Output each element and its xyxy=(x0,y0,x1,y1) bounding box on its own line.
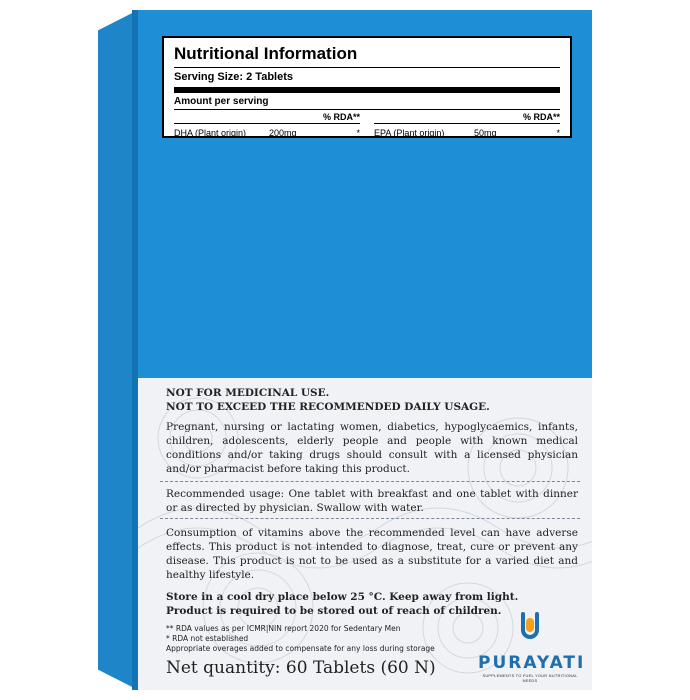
brand-logo xyxy=(478,610,586,688)
nutrition-facts-panel xyxy=(162,36,572,138)
nutrient-amount: 50mg xyxy=(473,128,497,138)
footnote-rda-source: ** RDA values as per ICMR|NIN report 2020 for Sedentary Men xyxy=(166,624,401,633)
caution-text: Pregnant, nursing or lactating women, diabetics, hypoglycaemics, infants, children, adolescents, elderly people and people with known medical conditions and/or taking drugs should consult with a licensed physician and/or pharmacist before taking this product. xyxy=(166,421,578,475)
brand-tagline: SUPPLEMENTS TO FUEL YOUR NUTRITIONAL NEEDS xyxy=(482,673,578,683)
nutrient-name: EPA (Plant origin) xyxy=(374,128,445,138)
nutrient-column-left xyxy=(174,112,360,138)
nutrition-thin-rule xyxy=(174,109,560,110)
nutrient-row-epa xyxy=(374,128,560,138)
section-divider xyxy=(160,481,580,482)
disclaimer-text: Consumption of vitamins above the recommended level can have adverse effects. This product is not intended to diagnose, treat, cure or prevent any disease. This product is not to be used as a substitute for a varied diet and healthy lifestyle. xyxy=(166,527,578,581)
warning-daily-usage: NOT TO EXCEED THE RECOMMENDED DAILY USAGE. xyxy=(166,401,490,413)
section-divider xyxy=(160,518,580,519)
brand-name: PURAYATI xyxy=(478,653,586,673)
nutrition-thick-rule xyxy=(174,87,560,93)
nutrient-name: DHA (Plant origin) xyxy=(174,128,247,138)
nutrient-amount: 200mg xyxy=(268,128,297,138)
serving-size: Serving Size: 2 Tablets xyxy=(174,67,560,83)
nutrition-title: Nutritional Information xyxy=(174,44,358,63)
warning-not-medicinal: NOT FOR MEDICINAL USE. xyxy=(166,387,330,399)
net-quantity: Net quantity: 60 Tablets (60 N) xyxy=(166,658,436,678)
footnote-overages: Appropriate overages added to compensate for any loss during storage xyxy=(166,644,435,653)
footnote-rda-not-established: * RDA not established xyxy=(166,634,249,643)
rda-header: % RDA** xyxy=(174,112,360,124)
storage-instructions: Store in a cool dry place below 25 °C. Keep away from light. xyxy=(166,591,519,603)
storage-children-warning: Product is required to be stored out of reach of children. xyxy=(166,605,502,617)
nutrient-row-dha xyxy=(174,128,360,138)
amount-per-serving-label: Amount per serving xyxy=(174,96,269,107)
capsule-logo-icon xyxy=(515,610,545,644)
rda-header: % RDA** xyxy=(374,112,560,124)
nutrient-rda: * xyxy=(556,128,560,138)
nutrient-rda: * xyxy=(356,128,360,138)
recommended-usage-text: Recommended usage: One tablet with breakfast and one tablet with dinner or as directed by physician. Swallow with water. xyxy=(166,488,578,514)
nutrient-column-right xyxy=(374,112,560,138)
